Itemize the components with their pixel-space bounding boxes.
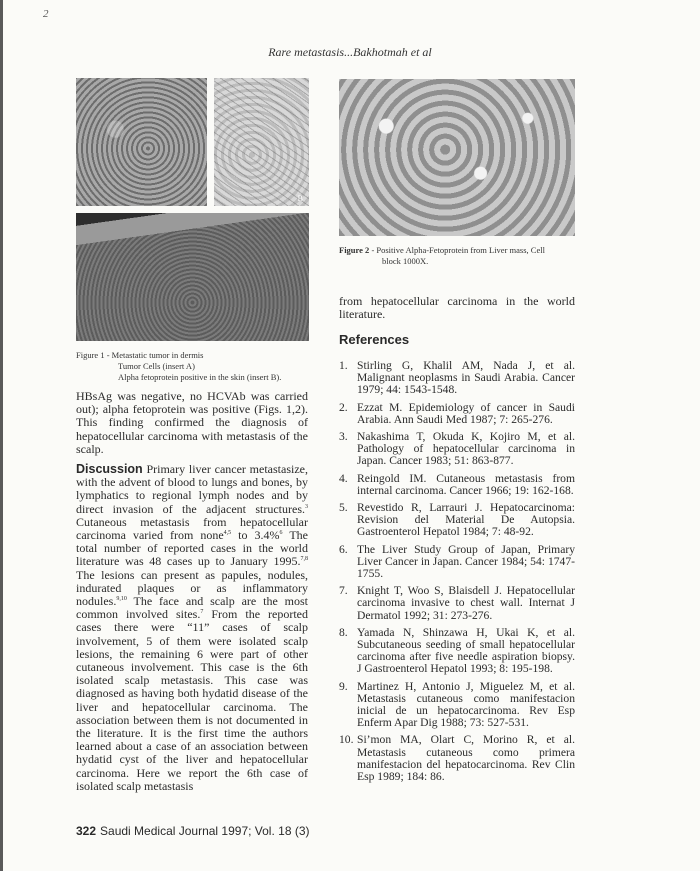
figure-2-image xyxy=(339,79,575,236)
reference-text: Ezzat M. Epidemiology of cancer in Saudi Arabia. Ann Saudi Med 1987; 7: 265-276. xyxy=(357,400,575,426)
reference-item xyxy=(339,473,575,497)
discussion-text: to 3.4% xyxy=(231,528,280,543)
reference-text: Stirling G, Khalil AM, Nada J, et al. Malignant neoplasms in Saudi Arabia. Cancer 1979; 44: 1543-1548. xyxy=(357,359,575,397)
reference-text: Reingold IM. Cutaneous metastasis from internal carcinoma. Cancer 1966; 19: 162-168. xyxy=(357,471,575,497)
reference-text: Martinez H, Antonio J, Miguelez M, et al. Metastasis cutaneous como manifestacion inicial de un hepatocarcinoma. Rev Esp Enferm Apar Dig 1988; 73: 527-531. xyxy=(357,679,575,730)
reference-number: 9. xyxy=(339,679,348,693)
reference-text: Nakashima T, Okuda K, Kojiro M, et al. Pathology of hepatocellular carcinoma in Japan. Cancer 1983; 51: 863-877. xyxy=(357,430,575,468)
reference-item xyxy=(339,402,575,426)
figure-2-caption-line: block 1000X. xyxy=(382,256,429,266)
discussion-text: From the reported cases there were “11” cases of scalp involvement, 5 of them were isolated scalp lesions, the remaining 6 were part of other cutaneous involvement. This case is the 6th isolated scalp metastasis. This case was diagnosed as having both hydatid disease of the liver and hepatocellular carcinoma. The association between them is not documented in the literature. It is the first time the authors learned about a case of an association between hydatid cyst of the liver and hepatocellular carcinoma. Here we report the 6th case of isolated scalp metastasis xyxy=(76,607,308,793)
reference-number: 7. xyxy=(339,584,348,598)
running-head: Rare metastasis...Bakhotmah et al xyxy=(268,45,432,59)
reference-number: 4. xyxy=(339,471,348,485)
citation-ref: 4,5 xyxy=(223,530,232,537)
figure-2-caption-line: - Positive Alpha-Fetoprotein from Liver mass, Cell xyxy=(369,245,545,255)
citation-ref: 7 xyxy=(200,609,204,616)
reference-number: 5. xyxy=(339,501,348,515)
figure-1-caption xyxy=(76,350,316,383)
reference-text: Revestido R, Larrauri J. Hepatocarcinoma: Revision del Material De Autopsia. Gastroenterol Hepatol 1984; 7: 48-92. xyxy=(357,501,575,539)
page-footer xyxy=(76,824,310,838)
reference-number: 10. xyxy=(339,733,354,747)
page-number: 322 xyxy=(76,824,97,838)
figure-1-insert-b-image xyxy=(214,78,309,206)
corner-mark: 2 xyxy=(43,8,49,20)
reference-number: 2. xyxy=(339,400,348,414)
body-paragraph xyxy=(76,390,308,456)
paragraph-text: HBsAg was negative, no HCVAb was carried out); alpha fetoprotein was positive (Figs. 1,2). This finding confirmed the diagnosis of hepatocellular carcinoma with metastasis of the scalp. xyxy=(76,389,308,456)
references-heading: References xyxy=(339,332,410,347)
paragraph-text: from hepatocellular carcinoma in the world literature. xyxy=(339,294,575,322)
reference-number: 3. xyxy=(339,430,348,444)
figure-1-caption-line: Alpha fetoprotein positive in the skin (insert B). xyxy=(118,372,282,382)
reference-item xyxy=(339,544,575,581)
reference-number: 6. xyxy=(339,542,348,556)
reference-item xyxy=(339,360,575,397)
figure-2-caption-label: Figure 2 xyxy=(339,245,370,255)
reference-item xyxy=(339,627,575,676)
reference-list xyxy=(339,360,575,788)
reference-number: 1. xyxy=(339,359,348,372)
figure-1-main-image xyxy=(76,213,309,341)
discussion-heading: Discussion xyxy=(76,462,143,476)
reference-text: Yamada N, Shinzawa H, Ukai K, et al. Subcutaneous seeding of small hepatocellular carcinoma after five needle aspiration biopsy. J Gastroenterol Hepatol 1993; 8: 195-198. xyxy=(357,625,575,676)
reference-text: Knight T, Woo S, Blaisdell J. Hepatocellular carcinoma invasive to chest wall. Internat J Dermatol 1992; 31: 273-276. xyxy=(357,584,575,622)
reference-item xyxy=(339,681,575,730)
reference-text: Si’mon MA, Olart C, Morino R, et al. Metastasis cutaneous como primera manifestacion del hepatocarcinoma. Rev Clin Esp 1989; 184: 86. xyxy=(357,733,575,784)
insert-b-label: B xyxy=(297,194,303,203)
body-paragraph-continued xyxy=(339,295,575,321)
discussion-text: Primary liver cancer metastasize, with the advent of blood to lungs and bones, by lymphatics to regional lymph nodes and by direct invasion of the adjacent structures. xyxy=(76,462,308,516)
citation-ref: 3 xyxy=(305,503,308,510)
figure-1-insert-a-image xyxy=(76,78,207,206)
discussion-section xyxy=(76,463,308,793)
reference-item xyxy=(339,502,575,539)
figure-2-caption xyxy=(339,245,579,267)
citation-ref: 9,10 xyxy=(116,596,127,603)
journal-citation: Saudi Medical Journal 1997; Vol. 18 (3) xyxy=(100,824,310,838)
reference-item xyxy=(339,585,575,622)
discussion-text: The lesions can present as papules, nodules, indurated plaques or as inflammatory nodules. xyxy=(76,567,308,609)
figure-1-caption-line: Tumor Cells (insert A) xyxy=(118,361,195,371)
figure-1-caption-line: Figure 1 - Metastatic tumor in dermis xyxy=(76,350,204,360)
scan-edge xyxy=(0,0,3,871)
reference-text: The Liver Study Group of Japan, Primary Liver Cancer in Japan. Cancer 1984; 54: 1747-1755. xyxy=(357,542,575,581)
discussion-text: The total number of reported cases in the world literature was 48 cases up to January 1995. xyxy=(76,528,308,569)
citation-ref: 6 xyxy=(279,530,283,537)
discussion-text: Cutaneous metastasis from hepatocellular carcinoma varied from none xyxy=(76,514,308,543)
reference-number: 8. xyxy=(339,625,348,639)
discussion-text: The face and scalp are the most common involved sites. xyxy=(76,594,308,622)
citation-ref: 7,8 xyxy=(300,556,308,563)
reference-item xyxy=(339,734,575,783)
reference-item xyxy=(339,431,575,468)
